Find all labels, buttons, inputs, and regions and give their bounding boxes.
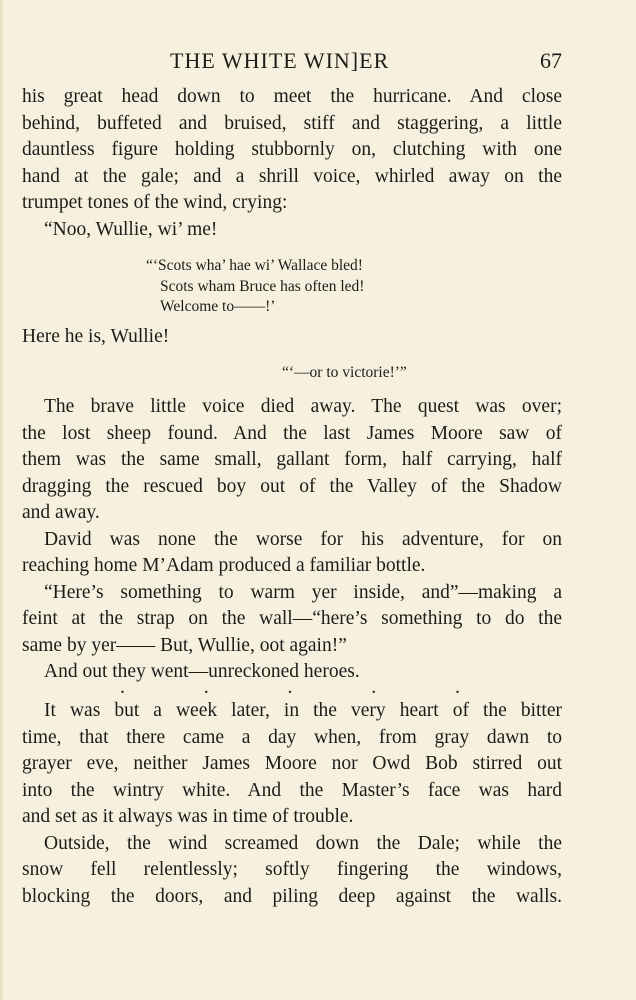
dot: .: [120, 676, 125, 698]
page-header: [22, 48, 562, 78]
page-edge: [0, 0, 4, 1000]
dot: .: [203, 676, 209, 698]
quote-line: “Noo, Wullie, wi’ me!: [44, 218, 218, 240]
dot: .: [455, 676, 460, 698]
text-line: same by yer—— But, Wullie, oot again!”: [22, 634, 347, 656]
verse-block-1: [146, 256, 364, 318]
text-line: Outside, the wind screamed down the Dale; while the: [44, 832, 562, 854]
paragraph-1: [22, 84, 562, 243]
text-line: trumpet tones of the wind, crying:: [22, 192, 288, 213]
verse-line: Scots wham Bruce has often led!: [160, 277, 365, 295]
verse-line: “‘Scots wha’ hae wi’ Wallace bled!: [146, 257, 363, 274]
text-line: the lost sheep found. And the last James Moore saw of: [22, 422, 562, 444]
text-line: The brave little voice died away. The quest was over;: [44, 396, 562, 417]
text-line: time, that there came a day when, from gray dawn to: [22, 726, 562, 748]
paragraph-group-2: [22, 394, 562, 686]
page-number: 67: [540, 48, 562, 73]
text-line: feint at the strap on the wall—“here’s something to do the: [22, 608, 562, 629]
text-line: dauntless figure holding stubbornly on, clutching with one: [22, 139, 562, 160]
text-line: snow fell relentlessly; softly fingering the windows,: [22, 859, 562, 880]
section-break-dots: [120, 676, 460, 699]
text-line: and away.: [22, 502, 100, 523]
dot: .: [371, 676, 377, 698]
text-line: It was but a week later, in the very heart of the bitter: [44, 700, 562, 721]
text-line: behind, buffeted and bruised, stiff and staggering, a little: [22, 112, 562, 134]
text-line: his great head down to meet the hurricane. And close: [22, 86, 562, 107]
text-line: them was the same small, gallant form, half carrying, half: [22, 449, 562, 470]
text-line: grayer eve, neither James Moore nor Owd Bob stirred out: [22, 753, 562, 774]
text-line: “Here’s something to warm yer inside, and”—making a: [44, 581, 562, 603]
dot: .: [287, 676, 293, 698]
here-line: Here he is, Wullie!: [22, 326, 170, 347]
text-line: blocking the doors, and piling deep against the walls.: [22, 885, 562, 907]
text-line: dragging the rescued boy out of the Valley of the Shadow: [22, 475, 562, 497]
text-line: hand at the gale; and a shrill voice, whirled away on the: [22, 165, 562, 187]
verse-line: Welcome to——!’: [160, 298, 276, 315]
verse-block-2: “‘—or to victorie!’”: [282, 364, 407, 381]
text-line: And out they went—unreckoned heroes.: [44, 661, 360, 682]
paragraph-group-3: [22, 698, 562, 910]
text-line: into the wintry white. And the Master’s face was hard: [22, 779, 562, 801]
text-line: reaching home M’Adam produced a familiar bottle.: [22, 555, 426, 576]
text-line: David was none the worse for his adventure, for on: [44, 528, 562, 550]
running-title: THE WHITE WIN]ER: [170, 48, 390, 73]
text-line: and set as it always was in time of trouble.: [22, 806, 354, 827]
